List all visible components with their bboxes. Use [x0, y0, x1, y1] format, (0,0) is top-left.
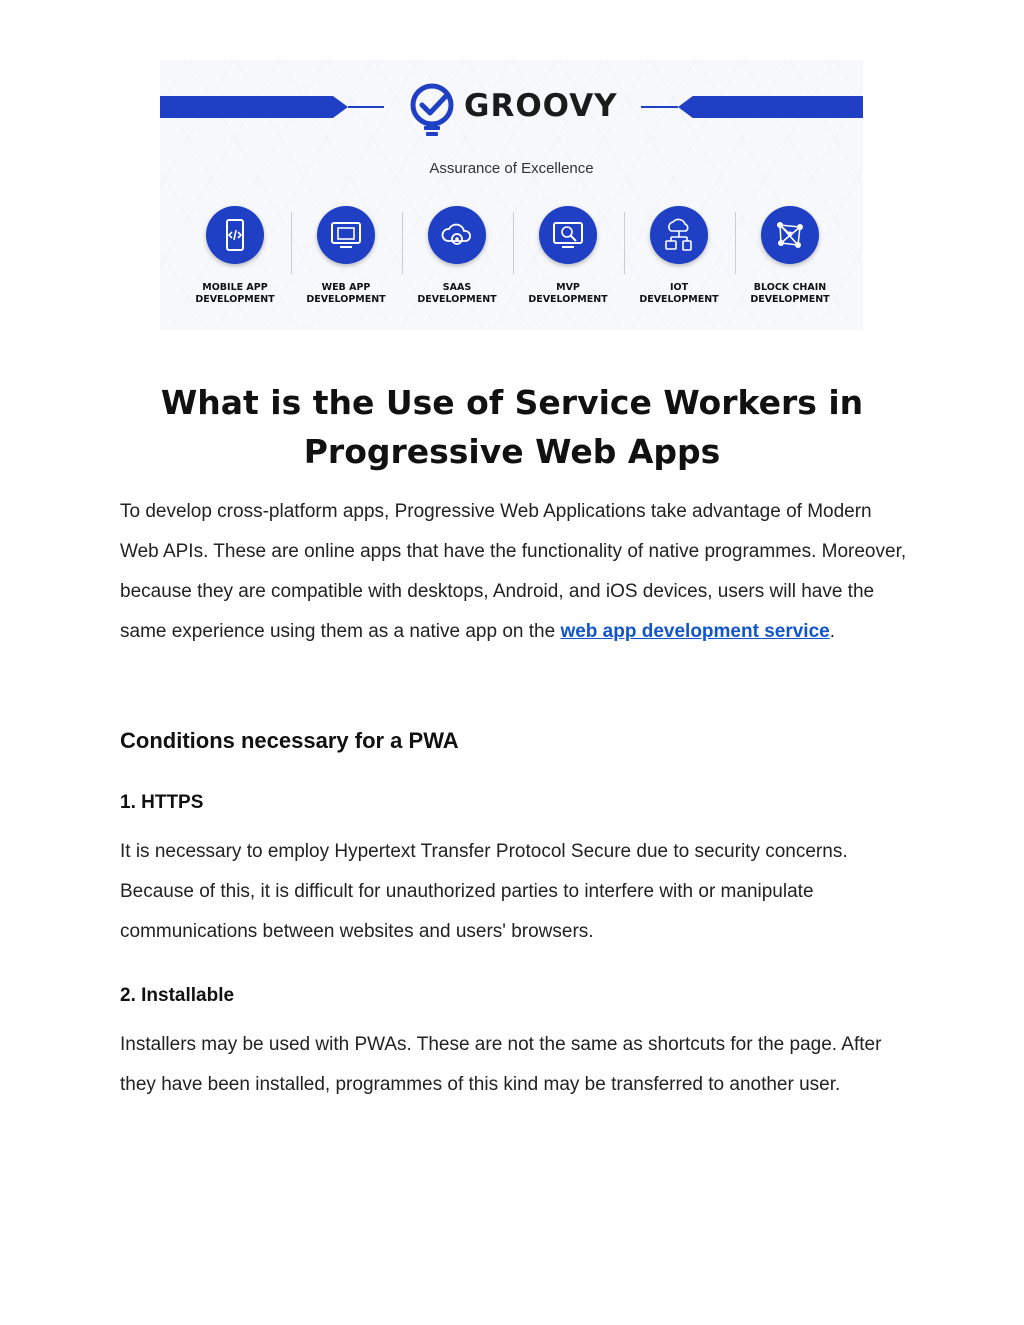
service-label: MVP DEVELOPMENT — [528, 282, 608, 305]
service-icon-circle — [761, 206, 819, 264]
service-mobile-app — [180, 206, 290, 306]
groovy-banner — [160, 60, 863, 330]
item-text-https: It is necessary to employ Hypertext Transfer Protocol Secure due to security concerns. Because of this, it is difficult for unauthorized parties to interfere with or manipulate communications between websites and users' browsers. — [120, 841, 848, 942]
item-text-installable: Installers may be used with PWAs. These are not the same as shortcuts for the page. After they have been installed, programmes of this kind may be transferred to another user. — [120, 1034, 882, 1095]
service-label: MOBILE APP DEVELOPMENT — [195, 282, 275, 305]
web-app-development-service-link[interactable]: web app development service — [560, 621, 830, 642]
service-icon-circle — [428, 206, 486, 264]
service-label: BLOCK CHAIN DEVELOPMENT — [750, 282, 830, 305]
intro-text: To develop cross-platform apps, Progressive Web Applications take advantage of Modern Web APIs. These are online apps that have the functionality of native programmes. Moreover, because they are compatible with desktops, Android, and iOS devices, users will have the same experience using them as a native app on the — [120, 501, 907, 642]
article-title: What is the Use of Service Workers in Progressive Web Apps — [160, 383, 864, 471]
brand-name: GROOVY — [464, 88, 618, 124]
intro-paragraph — [120, 492, 910, 652]
service-label: WEB APP DEVELOPMENT — [306, 282, 386, 305]
service-mvp — [513, 206, 623, 306]
service-label: SAAS DEVELOPMENT — [417, 282, 497, 305]
service-icon-circle — [317, 206, 375, 264]
service-label: IOT DEVELOPMENT — [639, 282, 719, 305]
banner-right-bar — [678, 96, 863, 118]
service-web-app — [291, 206, 401, 306]
banner-right-line — [641, 106, 678, 108]
item-heading-installable: 2. Installable — [120, 985, 235, 1006]
groovy-bulb-logo-icon — [408, 82, 460, 140]
brand-tagline: Assurance of Excellence — [429, 160, 594, 177]
item-heading-https: 1. HTTPS — [120, 792, 204, 813]
cloud-gear-icon — [439, 217, 475, 253]
section-heading: Conditions necessary for a PWA — [120, 728, 459, 753]
banner-left-line — [348, 106, 384, 108]
web-app-icon — [328, 217, 364, 253]
mvp-monitor-icon — [550, 217, 586, 253]
service-saas — [402, 206, 512, 306]
network-nodes-icon — [772, 217, 808, 253]
service-blockchain — [735, 206, 845, 306]
service-icon-circle — [539, 206, 597, 264]
services-row — [180, 206, 848, 316]
intro-end: . — [829, 621, 835, 642]
iot-cloud-icon — [661, 217, 697, 253]
banner-left-bar — [160, 96, 348, 118]
service-icon-circle — [206, 206, 264, 264]
mobile-code-icon — [217, 217, 253, 253]
service-icon-circle — [650, 206, 708, 264]
service-iot — [624, 206, 734, 306]
